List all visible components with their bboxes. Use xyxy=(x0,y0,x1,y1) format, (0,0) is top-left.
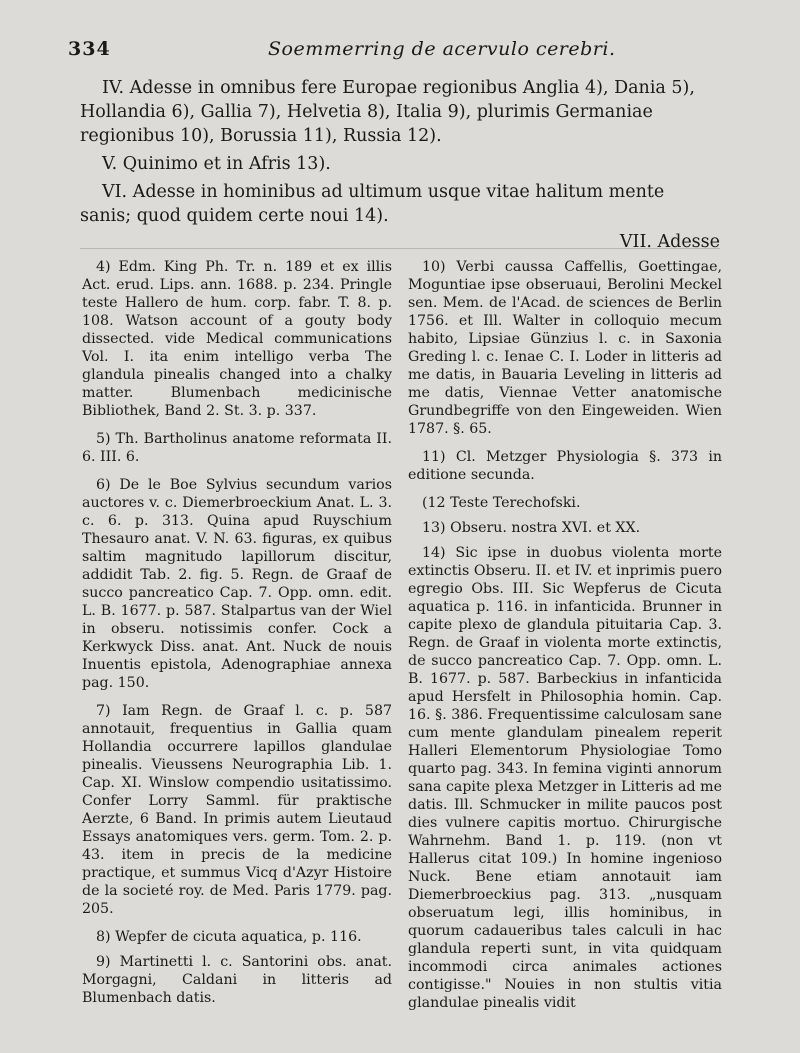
footnote-8: 8) Wepfer de cicuta aquatica, p. 116. xyxy=(96,929,362,945)
main-text xyxy=(80,76,720,254)
footnote-7: 7) Iam Regn. de Graaf l. c. p. 587 annotauit, frequentius in Gallia quam Hollandia occurrere lapillos glandulae pinealis. Vieussens Neurographia Lib. 1. Cap. XI. Winslow compendio usitatissimo. Confer Lorry Samml. für praktische Aerzte, 6 Band. In primis autem Lieutaud Essays anatomiques vers. germ. Tom. 2. p. 43. item in precis de la medicine practique, et summus Vicq d'Azyr Histoire de la societé roy. de Med. Paris 1779. pag. 205. xyxy=(82,703,392,917)
footnote-14: 14) Sic ipse in duobus violenta morte extinctis Obseru. II. et IV. et inprimis puero egregio Obs. III. Sic Wepferus de Cicuta aquatica p. 116. in infanticida. Brunner in capite plexo de glandula pituitaria Cap. 3. Regn. de Graaf in violenta morte extinctis, de succo pancreatico Cap. 7. Opp. omn. L. B. 1677. p. 587. Barbeckius in infanticida apud Hersfelt in Philosophia homin. Cap. 16. §. 386. Frequentissime calculosam sane cum mente glandulam pinealem reperit Halleri Elementorum Physiologiae Tomo quarto pag. 343. In femina viginti annorum sana capite plexa Metzger in Litteris ad me datis. Ill. Schmucker in milite paucos post dies vulnere capitis mortuo. Chirurgische Wahrnehm. Band 1. p. 119. (non vt Hallerus citat 109.) In homine ingenioso Nuck. Bene etiam annotauit iam Diemerbroeckius pag. 313. „nusquam obseruatum legi, illis hominibus, in quorum cadaueribus tales calculi in hac glandula reperti sunt, in vita quidquam incommodi circa animales actiones contigisse." Nouies in non stultis vitia glandulae pinealis vidit xyxy=(408,545,722,1011)
footnote-13: 13) Obseru. nostra XVI. et XX. xyxy=(422,520,641,536)
footnote-6: 6) De le Boe Sylvius secundum varios auctores v. c. Diemerbroeckium Anat. L. 3. c. 6. p. 313. Quina apud Ruyschium Thesauro anat. V. N. 63. figuras, ex quibus saltim magnitudo lapillorum discitur, addidit Tab. 2. fig. 5. Regn. de Graaf de succo pancreatico Cap. 7. Opp. omn. edit. L. B. 1677. p. 587. Stalpartus van der Wiel in obseru. notissimis confer. Cock a Kerkwyck Diss. anat. Ant. Nuck de nouis Inuentis epistola, Adenographiae annexa pag. 150. xyxy=(82,477,392,691)
paragraph-iv: IV. Adesse in omnibus fere Europae regionibus Anglia 4), Dania 5), Hollandia 6), Gallia 7), Helvetia 8), Italia 9), plurimis Germaniae regionibus 10), Borussia 11), Russia 12). xyxy=(80,78,695,146)
footnote-12: (12 Teste Terechofski. xyxy=(422,495,581,511)
footnotes-left-column xyxy=(82,258,392,1014)
footnote-9: 9) Martinetti l. c. Santorini obs. anat. Morgagni, Caldani in litteris ad Blumenbach datis. xyxy=(82,954,392,1006)
paragraph-v: V. Quinimo et in Afris 13). xyxy=(102,154,331,174)
paragraph-vii-catchword: VII. Adesse xyxy=(619,232,720,252)
paragraph-vi: VI. Adesse in hominibus ad ultimum usque vitae halitum mente sanis; quod quidem certe noui 14). xyxy=(80,182,665,226)
footnote-10: 10) Verbi caussa Caffellis, Goettingae, Moguntiae ipse obseruaui, Berolini Meckel sen. Mem. de l'Acad. de sciences de Berlin 1756. et Ill. Walter in colloquio mecum habito, Lipsiae Günzius l. c. in Saxonia Greding l. c. Ienae C. I. Loder in litteris ad me datis, in Bauaria Leveling in litteris ad me datis, Viennae Vetter anatomische Grundbegriffe von den Eingeweiden. Wien 1787. §. 65. xyxy=(408,259,722,437)
footnote-divider xyxy=(80,248,720,249)
footnotes-right-column xyxy=(408,258,722,1019)
page-header xyxy=(68,38,728,68)
footnote-5: 5) Th. Bartholinus anatome reformata II. 6. III. 6. xyxy=(82,431,392,465)
page-number: 334 xyxy=(68,38,111,60)
footnote-4: 4) Edm. King Ph. Tr. n. 189 et ex illis Act. erud. Lips. ann. 1688. p. 234. Pringle teste Hallero de hum. corp. fabr. T. 8. p. 108. Watson account of a gouty body dissected. vide Medical communications Vol. I. ita enim intelligo verba The glandula pinealis changed into a chalky matter. Blumenbach medicinische Bibliothek, Band 2. St. 3. p. 337. xyxy=(82,259,392,419)
footnote-11: 11) Cl. Metzger Physiologia §. 373 in editione secunda. xyxy=(408,449,722,483)
running-title: Soemmerring de acervulo cerebri. xyxy=(268,38,616,60)
